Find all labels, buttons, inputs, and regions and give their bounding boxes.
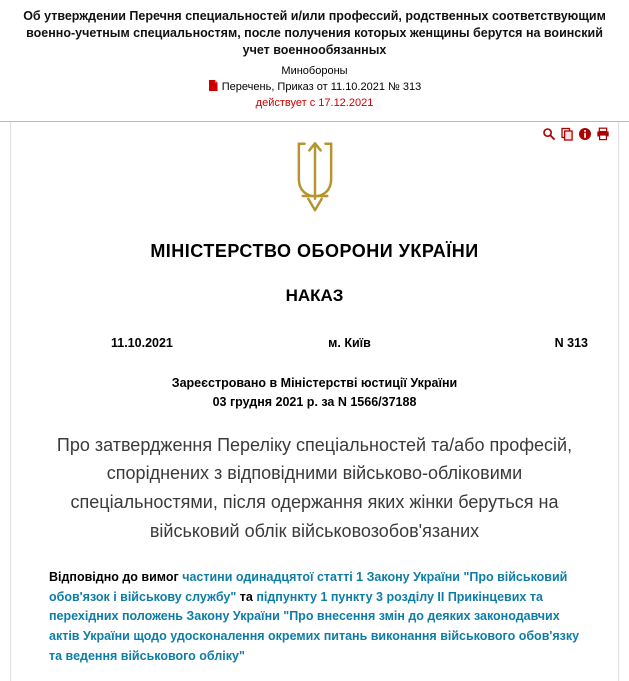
registration-line-1: Зареєстровано в Міністерстві юстиції України (171, 375, 458, 390)
order-meta-row (29, 336, 600, 350)
document-icon (208, 80, 218, 94)
order-number: N 313 (554, 335, 588, 350)
paragraph (49, 568, 580, 667)
ukraine-trident-icon (289, 201, 341, 218)
header-doc-line-text: Перечень, Приказ от 11.10.2021 № 313 (221, 80, 422, 93)
legal-reference-link[interactable]: частини одинадцятої статті 1 Закону України "Про військовий обов'язок і військову службу" (49, 569, 568, 604)
zoom-icon[interactable] (542, 127, 556, 141)
order-kind: НАКАЗ (285, 285, 344, 305)
info-icon[interactable] (578, 127, 592, 141)
coat-of-arms (29, 140, 600, 219)
document (10, 122, 619, 681)
ministry-name: МІНІСТЕРСТВО ОБОРОНИ УКРАЇНИ (150, 240, 479, 261)
paragraph-text: та (236, 589, 257, 604)
copy-icon[interactable] (560, 127, 574, 141)
print-icon[interactable] (596, 127, 610, 141)
toolbar (542, 127, 610, 141)
header-org: Минобороны (281, 64, 348, 77)
legal-reference-link[interactable]: підпункту 1 пункту 3 розділу II Прикінцевих та перехідних положень Закону України "Про внесення змін до деяких законодавчих актів України щодо удосконалення окремих питань виконання військового обов'язку та ведення військового обліку" (49, 589, 580, 663)
document-title: Про затвердження Переліку спеціальностей та/або професій, споріднених з відповідними військово-обліковими спеціальностями, після одержання яких жінки беруться на військовий облік військовозобов'язаних (56, 434, 573, 542)
paragraph-text: Відповідно до вимог (49, 569, 183, 584)
header-title: Об утверждении Перечня специальностей и/или профессий, родственных соответствующим военно-учетным специальностям, после получения которых женщины берутся на воинский учет военнообязанных (23, 9, 606, 57)
registration-line-2: 03 грудня 2021 р. за N 1566/37188 (212, 394, 417, 409)
status-badge: действует с 17.12.2021 (255, 96, 374, 109)
header-doc-line (10, 80, 619, 94)
header (0, 0, 629, 115)
order-city: м. Київ (328, 335, 371, 350)
order-date: 11.10.2021 (111, 335, 173, 350)
